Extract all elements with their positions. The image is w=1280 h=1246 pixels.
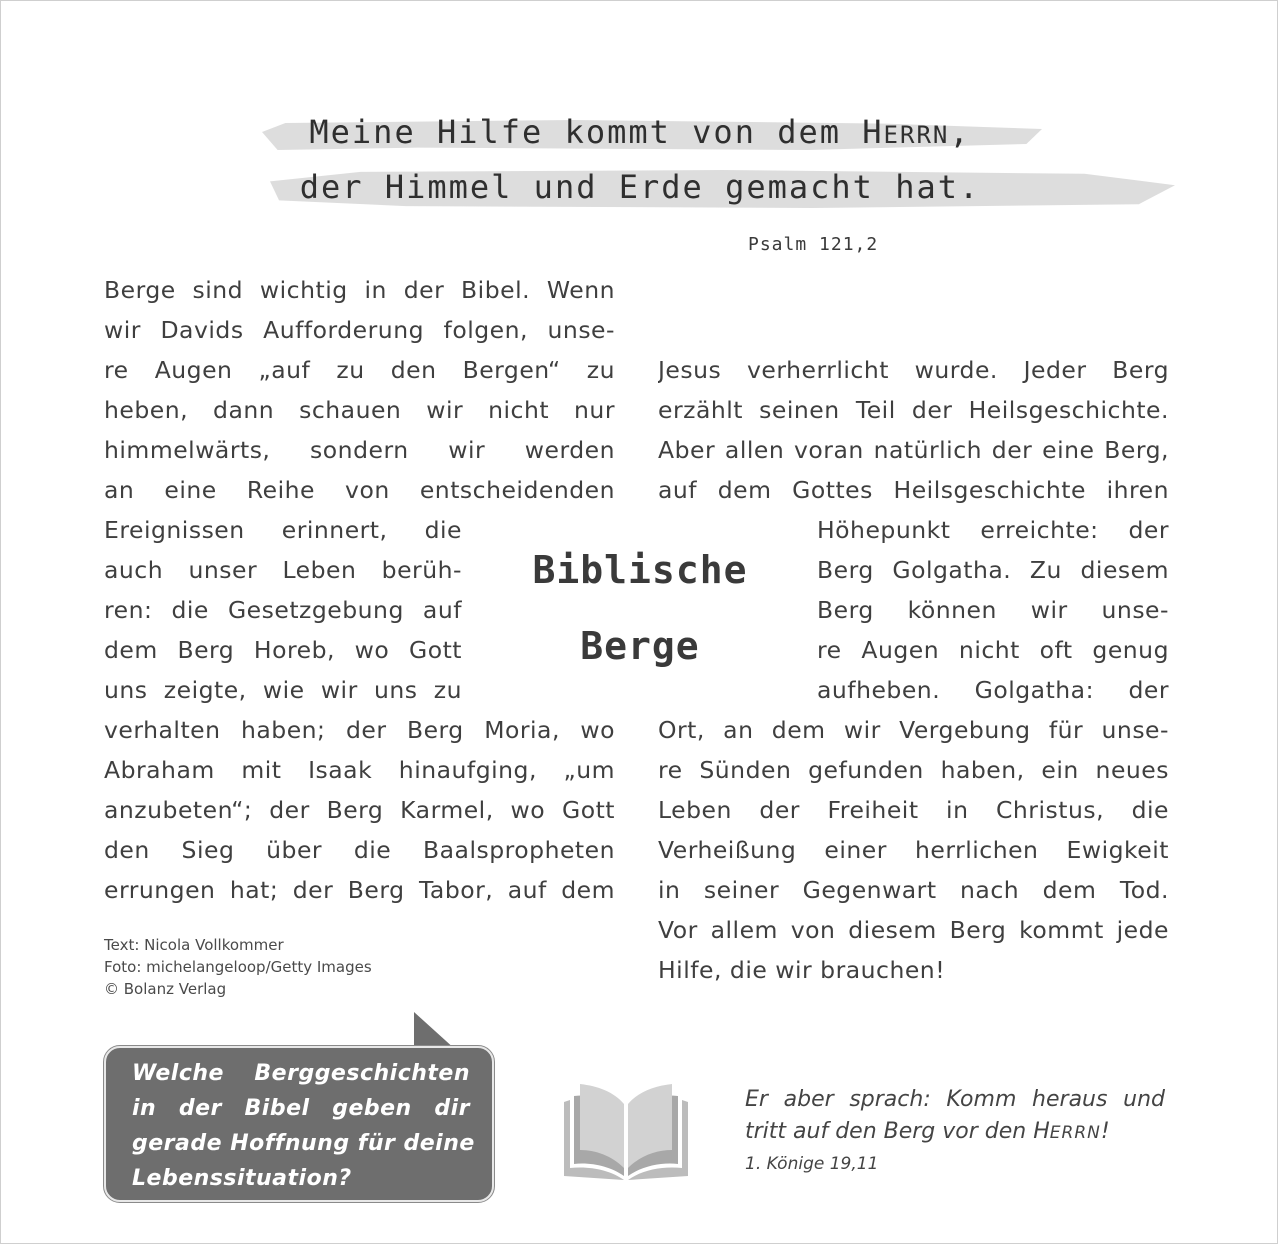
text-line: anzubeten“; der Berg Karmel, wo Gott <box>104 796 615 824</box>
text-line: Berge sind wichtig in der Bibel. Wenn <box>104 276 615 304</box>
question-speech-bubble <box>104 1046 494 1202</box>
text-line: Berg können wir unse- <box>817 596 1169 624</box>
text-line: den Sieg über die Baalspropheten <box>104 836 615 864</box>
credit-photo: Foto: michelangeloop/Getty Images <box>104 958 372 976</box>
text-line: an eine Reihe von entscheidenden <box>104 476 615 504</box>
text-line: re Sünden gefunden haben, ein neues <box>658 756 1169 784</box>
question-line: gerade Hoffnung für deine <box>132 1131 475 1156</box>
text-line: uns zeigte, wie wir uns zu <box>104 676 462 704</box>
text-line: auch unser Leben berüh- <box>104 556 462 584</box>
header-verse-line-1: Meine Hilfe kommt von dem HERRN, <box>309 113 971 151</box>
header-verse-line-2: der Himmel und Erde gemacht hat. <box>299 168 981 206</box>
question-line: Lebenssituation? <box>132 1166 352 1191</box>
text-line: himmelwärts, sondern wir werden <box>104 436 615 464</box>
text-line: Berg Golgatha. Zu diesem <box>817 556 1169 584</box>
text-line: Hilfe, die wir brauchen! <box>658 956 946 984</box>
text-line: verhalten haben; der Berg Moria, wo <box>104 716 615 744</box>
article-title-line-1: Biblische <box>532 548 748 592</box>
text-line: Höhepunkt erreichte: der <box>817 516 1169 544</box>
text-line: re Augen nicht oft genug <box>817 636 1169 664</box>
quote-line-2: tritt auf den Berg vor den HERRN! <box>745 1119 1110 1144</box>
text-line: Aber allen voran natürlich der eine Berg, <box>658 436 1169 464</box>
text-line: re Augen „auf zu den Bergen“ zu <box>104 356 615 384</box>
text-line: wir Davids Aufforderung folgen, unse- <box>104 316 615 344</box>
text-line: auf dem Gottes Heilsgeschichte ihren <box>658 476 1169 504</box>
text-line: Ereignissen erinnert, die <box>104 516 462 544</box>
bottom-quote-reference: 1. Könige 19,11 <box>745 1154 879 1174</box>
question-line: Welche Berggeschichten <box>132 1061 470 1086</box>
text-line: Verheißung einer herrlichen Ewigkeit <box>658 836 1169 864</box>
text-line: dem Berg Horeb, wo Gott <box>104 636 462 664</box>
text-line: Leben der Freiheit in Christus, die <box>658 796 1169 824</box>
text-line: erzählt seinen Teil der Heilsgeschichte. <box>658 396 1169 424</box>
credits <box>104 934 372 1000</box>
question-line: in der Bibel geben dir <box>132 1096 470 1121</box>
right-column <box>658 350 1169 990</box>
article-title-line-2: Berge <box>580 624 700 668</box>
question-text <box>132 1056 475 1196</box>
header-verse-reference: Psalm 121,2 <box>748 234 879 255</box>
text-line: Ort, an dem wir Vergebung für unse- <box>658 716 1169 744</box>
text-line: Vor allem von diesem Berg kommt jede <box>658 916 1169 944</box>
text-line: errungen hat; der Berg Tabor, auf dem <box>104 876 615 904</box>
text-line: ren: die Gesetzgebung auf <box>104 596 462 624</box>
quote-line-1: Er aber sprach: Komm heraus und <box>745 1087 1165 1112</box>
text-line: Jesus verherrlicht wurde. Jeder Berg <box>658 356 1169 384</box>
bottom-quote <box>745 1084 1165 1148</box>
text-line: aufheben. Golgatha: der <box>817 676 1169 704</box>
credit-copyright: © Bolanz Verlag <box>104 980 227 998</box>
text-line: Abraham mit Isaak hinaufging, „um <box>104 756 615 784</box>
open-book-icon <box>560 1080 692 1180</box>
speech-bubble-tail <box>414 1012 456 1050</box>
credit-text: Text: Nicola Vollkommer <box>104 936 284 954</box>
text-line: heben, dann schauen wir nicht nur <box>104 396 615 424</box>
text-line: in seiner Gegenwart nach dem Tod. <box>658 876 1169 904</box>
